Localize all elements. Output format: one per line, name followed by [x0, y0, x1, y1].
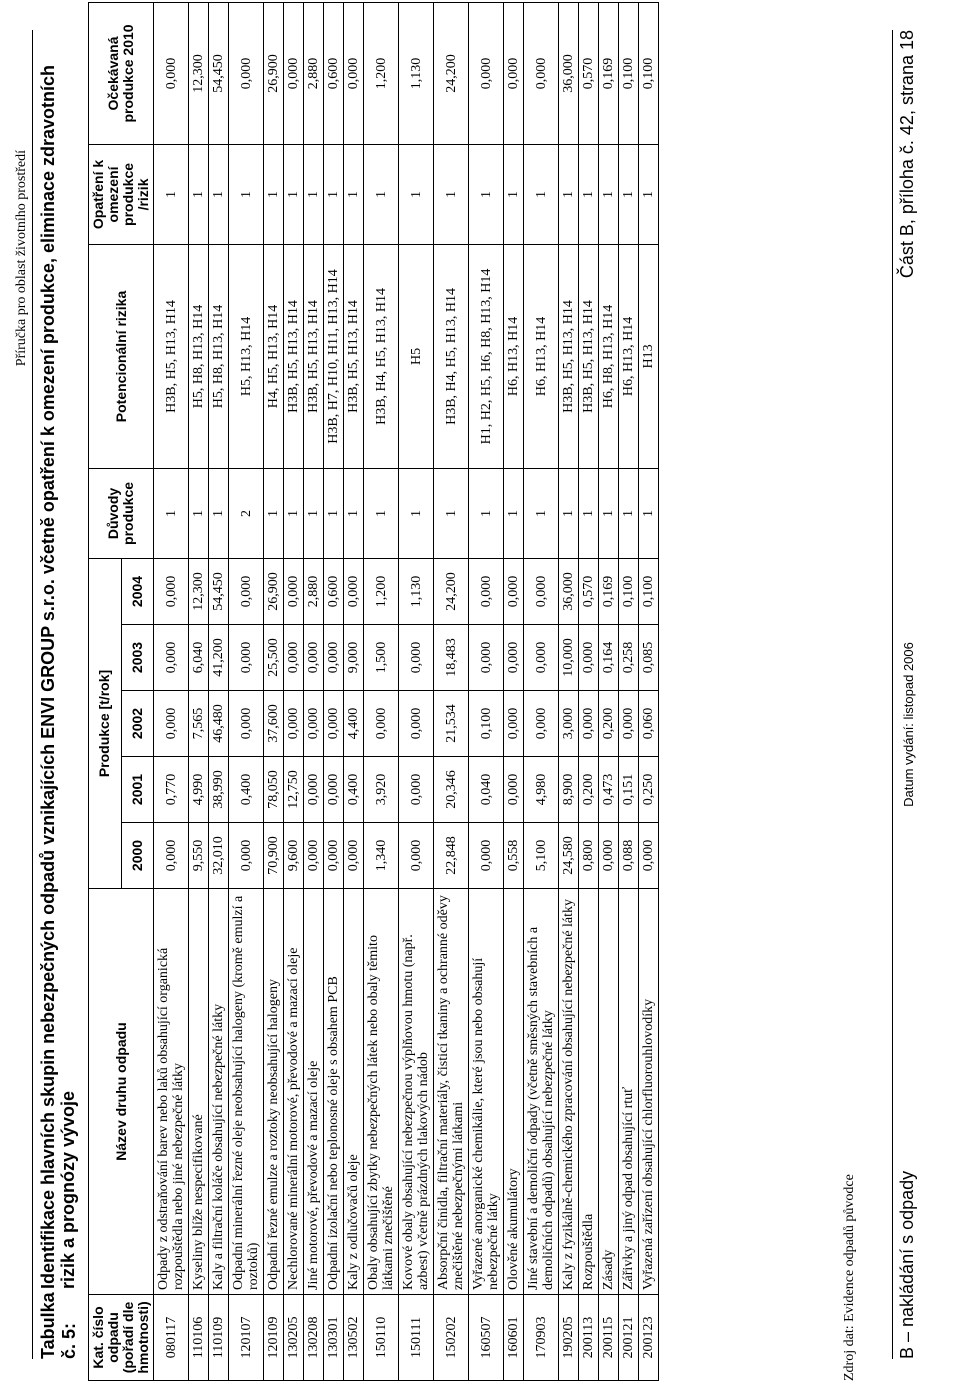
cell-code: 130502: [344, 1295, 364, 1381]
cell-production: 0,000: [229, 625, 264, 691]
cell-production: 3,000: [559, 691, 579, 757]
cell-production: 0,000: [639, 823, 659, 889]
cell-code: 110106: [189, 1295, 209, 1381]
cell-expected: 0,100: [619, 2, 639, 144]
table-row: [599, 2, 619, 1380]
cell-name: Kaly z odlučovačů oleje: [344, 889, 364, 1295]
cell-name: Odpadní izolační nebo teplonosné oleje s obsahem PCB: [324, 889, 344, 1295]
cell-code: 080117: [154, 1295, 189, 1381]
cell-expected: 1,200: [364, 2, 399, 144]
cell-code: 200113: [579, 1295, 599, 1381]
cell-production: 32,010: [209, 823, 229, 889]
cell-production: 5,100: [524, 823, 559, 889]
cell-production: 0,600: [324, 558, 344, 624]
cell-production: 0,000: [399, 757, 434, 823]
cell-measure: 1: [579, 144, 599, 244]
cell-name: Odpadní řezné emulze a roztoky neobsahující halogeny: [264, 889, 284, 1295]
cell-code: 200121: [619, 1295, 639, 1381]
cell-risk: H1, H2, H5, H6, H8, H13, H14: [469, 244, 504, 468]
table-row: [154, 2, 189, 1380]
cell-production: 0,000: [344, 823, 364, 889]
cell-reason: 1: [209, 468, 229, 558]
cell-production: 0,000: [284, 558, 304, 624]
cell-production: 0,570: [579, 558, 599, 624]
table-row: [619, 2, 639, 1380]
cell-production: 38,990: [209, 757, 229, 823]
cell-production: 0,088: [619, 823, 639, 889]
cell-production: 0,169: [599, 558, 619, 624]
cell-reason: 1: [599, 468, 619, 558]
cell-production: 1,340: [364, 823, 399, 889]
header-production: Produkce [t/rok]: [89, 558, 122, 888]
cell-expected: 54,450: [209, 2, 229, 144]
cell-production: 2,880: [304, 558, 324, 624]
cell-reason: 1: [324, 468, 344, 558]
header-year: 2000: [121, 823, 154, 889]
cell-production: 0,100: [639, 558, 659, 624]
table-row: [579, 2, 599, 1380]
cell-production: 0,060: [639, 691, 659, 757]
cell-production: 0,250: [639, 757, 659, 823]
cell-reason: 1: [619, 468, 639, 558]
cell-risk: H5: [399, 244, 434, 468]
cell-name: Kaly a filtrační koláče obsahující nebezpečné látky: [209, 889, 229, 1295]
cell-expected: 0,000: [504, 2, 524, 144]
cell-production: 36,000: [559, 558, 579, 624]
cell-production: 4,980: [524, 757, 559, 823]
header-row-1: [89, 2, 122, 1380]
cell-name: Rozpouštědla: [579, 889, 599, 1295]
cell-production: 1,200: [364, 558, 399, 624]
cell-expected: 36,000: [559, 2, 579, 144]
cell-measure: 1: [344, 144, 364, 244]
cell-production: 0,000: [469, 625, 504, 691]
cell-production: 0,100: [619, 558, 639, 624]
running-header: [14, 30, 33, 1359]
cell-production: 0,000: [344, 558, 364, 624]
cell-production: 0,000: [579, 691, 599, 757]
cell-production: 0,000: [399, 691, 434, 757]
cell-risk: H3B, H5, H13, H14: [284, 244, 304, 468]
cell-name: Odpadní minerální řezné oleje neobsahující halogeny (kromě emulzí a roztoků): [229, 889, 264, 1295]
cell-measure: 1: [399, 144, 434, 244]
cell-production: 0,000: [154, 558, 189, 624]
cell-production: 37,600: [264, 691, 284, 757]
cell-production: 0,151: [619, 757, 639, 823]
cell-name: Jiné stavební a demoliční odpady (včetně směsných stavebních a demoličních odpadů) obsahující nebezpečné látky: [524, 889, 559, 1295]
footer-left: B – nakládání s odpady: [897, 1170, 917, 1359]
cell-name: Jiné motorové, převodové a mazací oleje: [304, 889, 324, 1295]
header-name: Název druhu odpadu: [89, 889, 154, 1295]
cell-production: 0,000: [504, 558, 524, 624]
cell-reason: 1: [189, 468, 209, 558]
cell-risk: H13: [639, 244, 659, 468]
cell-production: 54,450: [209, 558, 229, 624]
cell-reason: 1: [504, 468, 524, 558]
header-measures: Opatření k omezení produkce /rizik: [89, 144, 154, 244]
cell-production: 0,040: [469, 757, 504, 823]
cell-production: 24,200: [434, 558, 469, 624]
cell-expected: 2,880: [304, 2, 324, 144]
cell-production: 0,000: [304, 823, 324, 889]
cell-production: 0,000: [619, 691, 639, 757]
table-row: [364, 2, 399, 1380]
cell-reason: 1: [284, 468, 304, 558]
cell-name: Absorpční činidla, filtrační materiály, čisticí tkaniny a ochranné oděvy znečištěné nebezpečnými látkami: [434, 889, 469, 1295]
waste-table: [88, 2, 659, 1381]
table-row: [264, 2, 284, 1380]
cell-reason: 1: [264, 468, 284, 558]
cell-production: 22,848: [434, 823, 469, 889]
cell-expected: 0,000: [524, 2, 559, 144]
cell-code: 160507: [469, 1295, 504, 1381]
table-row: [524, 2, 559, 1380]
cell-name: Vyřazené anorganické chemikálie, které jsou nebo obsahují nebezpečné látky: [469, 889, 504, 1295]
cell-risk: H3B, H4, H5, H13, H14: [364, 244, 399, 468]
cell-risk: H3B, H7, H10, H11, H13, H14: [324, 244, 344, 468]
cell-production: 0,000: [154, 823, 189, 889]
cell-measure: 1: [599, 144, 619, 244]
cell-expected: 0,169: [599, 2, 619, 144]
cell-production: 12,750: [284, 757, 304, 823]
cell-production: 0,473: [599, 757, 619, 823]
table-row: [469, 2, 504, 1380]
cell-production: 0,000: [229, 691, 264, 757]
cell-production: 46,480: [209, 691, 229, 757]
cell-code: 120107: [229, 1295, 264, 1381]
cell-name: Obaly obsahující zbytky nebezpečných látek nebo obaly těmito látkami znečištěné: [364, 889, 399, 1295]
cell-reason: 1: [154, 468, 189, 558]
cell-expected: 0,000: [154, 2, 189, 144]
cell-reason: 1: [639, 468, 659, 558]
cell-production: 21,534: [434, 691, 469, 757]
cell-production: 0,000: [324, 691, 344, 757]
cell-production: 0,000: [154, 691, 189, 757]
cell-risk: H3B, H5, H13, H14: [304, 244, 324, 468]
cell-reason: 1: [579, 468, 599, 558]
cell-code: 110109: [209, 1295, 229, 1381]
cell-production: 4,400: [344, 691, 364, 757]
cell-risk: H3B, H5, H13, H14: [579, 244, 599, 468]
cell-measure: 1: [284, 144, 304, 244]
cell-risk: H3B, H5, H13, H14: [154, 244, 189, 468]
cell-measure: 1: [524, 144, 559, 244]
cell-production: 0,000: [504, 691, 524, 757]
cell-name: Vyřazená zařízení obsahující chlorfluorouhlovodíky: [639, 889, 659, 1295]
cell-risk: H3B, H5, H13, H14: [559, 244, 579, 468]
cell-production: 0,000: [399, 625, 434, 691]
header-reasons: Důvody produkce: [89, 468, 154, 558]
cell-production: 0,000: [599, 823, 619, 889]
cell-production: 0,000: [284, 691, 304, 757]
table-row: [209, 2, 229, 1380]
running-header-text: Příručka pro oblast životního prostředí: [14, 150, 29, 367]
cell-production: 0,164: [599, 625, 619, 691]
cell-production: 0,000: [399, 823, 434, 889]
source-note: Zdroj dat: Evidence odpadů původce: [842, 1174, 857, 1381]
table-row: [399, 2, 434, 1380]
cell-measure: 1: [229, 144, 264, 244]
table-row: [504, 2, 524, 1380]
table-row: [229, 2, 264, 1380]
cell-production: 0,770: [154, 757, 189, 823]
cell-expected: 12,300: [189, 2, 209, 144]
cell-reason: 1: [304, 468, 324, 558]
cell-expected: 26,900: [264, 2, 284, 144]
cell-production: 9,550: [189, 823, 209, 889]
cell-expected: 0,000: [469, 2, 504, 144]
cell-expected: 0,000: [284, 2, 304, 144]
cell-expected: 0,000: [229, 2, 264, 144]
cell-measure: 1: [469, 144, 504, 244]
cell-production: 12,300: [189, 558, 209, 624]
cell-risk: H6, H13, H14: [619, 244, 639, 468]
cell-production: 1,130: [399, 558, 434, 624]
cell-production: 0,200: [599, 691, 619, 757]
cell-production: 0,000: [504, 625, 524, 691]
cell-expected: 0,600: [324, 2, 344, 144]
cell-expected: 0,570: [579, 2, 599, 144]
cell-risk: H3B, H4, H5, H13, H14: [434, 244, 469, 468]
table-row: [284, 2, 304, 1380]
cell-production: 0,000: [364, 691, 399, 757]
cell-name: Zářivky a jiný odpad obsahující rtuť: [619, 889, 639, 1295]
cell-measure: 1: [504, 144, 524, 244]
cell-measure: 1: [264, 144, 284, 244]
cell-risk: H3B, H5, H13, H14: [344, 244, 364, 468]
cell-reason: 1: [344, 468, 364, 558]
table-row: [304, 2, 324, 1380]
cell-measure: 1: [324, 144, 344, 244]
cell-measure: 1: [559, 144, 579, 244]
cell-name: Zásady: [599, 889, 619, 1295]
page-footer: [892, 30, 918, 1359]
cell-expected: 0,100: [639, 2, 659, 144]
cell-production: 9,600: [284, 823, 304, 889]
cell-production: 0,000: [579, 625, 599, 691]
footer-date: Datum vydání: listopad 2006: [901, 642, 916, 807]
cell-production: 0,000: [324, 823, 344, 889]
table-row: [559, 2, 579, 1380]
cell-code: 200123: [639, 1295, 659, 1381]
cell-production: 0,000: [524, 558, 559, 624]
cell-measure: 1: [639, 144, 659, 244]
cell-code: 200115: [599, 1295, 619, 1381]
cell-production: 0,000: [229, 823, 264, 889]
cell-production: 25,500: [264, 625, 284, 691]
cell-measure: 1: [434, 144, 469, 244]
cell-production: 0,200: [579, 757, 599, 823]
cell-reason: 1: [524, 468, 559, 558]
cell-production: 20,346: [434, 757, 469, 823]
header-year: 2004: [121, 558, 154, 624]
header-risks: Potencionální rizika: [89, 244, 154, 468]
cell-reason: 1: [434, 468, 469, 558]
cell-production: 0,000: [154, 625, 189, 691]
cell-risk: H4, H5, H13, H14: [264, 244, 284, 468]
cell-production: 7,565: [189, 691, 209, 757]
cell-production: 0,800: [579, 823, 599, 889]
cell-measure: 1: [154, 144, 189, 244]
cell-expected: 0,000: [344, 2, 364, 144]
table-row: [189, 2, 209, 1380]
cell-risk: H6, H13, H14: [524, 244, 559, 468]
cell-name: Odpady z odstraňování barev nebo laků obsahující organická rozpouštědla nebo jiné nebezpečné látky: [154, 889, 189, 1295]
cell-code: 130301: [324, 1295, 344, 1381]
cell-production: 0,000: [304, 691, 324, 757]
cell-code: 150111: [399, 1295, 434, 1381]
cell-production: 0,085: [639, 625, 659, 691]
cell-production: 0,000: [469, 558, 504, 624]
cell-name: Kovové obaly obsahující nebezpečnou výplňovou hmotu (např. azbest) včetně prázdných tlakových nádob: [399, 889, 434, 1295]
cell-code: 160601: [504, 1295, 524, 1381]
header-year: 2002: [121, 691, 154, 757]
cell-name: Kaly z fyzikálně-chemického zpracování obsahující nebezpečné látky: [559, 889, 579, 1295]
cell-production: 0,000: [324, 757, 344, 823]
cell-code: 120109: [264, 1295, 284, 1381]
cell-production: 9,000: [344, 625, 364, 691]
cell-production: 0,000: [504, 757, 524, 823]
table-caption: [38, 29, 80, 1359]
cell-production: 41,200: [209, 625, 229, 691]
header-expected: Očekávaná produkce 2010: [89, 2, 154, 144]
cell-code: 190205: [559, 1295, 579, 1381]
cell-code: 150202: [434, 1295, 469, 1381]
cell-production: 0,000: [324, 625, 344, 691]
cell-production: 0,100: [469, 691, 504, 757]
cell-code: 150110: [364, 1295, 399, 1381]
cell-name: Olověné akumulátory: [504, 889, 524, 1295]
cell-production: 18,483: [434, 625, 469, 691]
cell-name: Nechlorované minerální motorové, převodové a mazací oleje: [284, 889, 304, 1295]
cell-production: 70,900: [264, 823, 284, 889]
table-row: [344, 2, 364, 1380]
cell-production: 0,400: [344, 757, 364, 823]
cell-production: 0,000: [524, 625, 559, 691]
cell-code: 170903: [524, 1295, 559, 1381]
cell-production: 6,040: [189, 625, 209, 691]
cell-production: 26,900: [264, 558, 284, 624]
cell-name: Kyseliny blíže nespecifikované: [189, 889, 209, 1295]
cell-production: 0,000: [229, 558, 264, 624]
cell-measure: 1: [304, 144, 324, 244]
header-code: Kat. číslo odpadu (pořadí dle hmotnosti): [89, 1295, 154, 1381]
cell-measure: 1: [364, 144, 399, 244]
cell-expected: 24,200: [434, 2, 469, 144]
cell-production: 3,920: [364, 757, 399, 823]
cell-production: 0,000: [469, 823, 504, 889]
cell-measure: 1: [209, 144, 229, 244]
cell-production: 0,000: [524, 691, 559, 757]
cell-production: 0,400: [229, 757, 264, 823]
cell-reason: 1: [399, 468, 434, 558]
cell-measure: 1: [189, 144, 209, 244]
cell-risk: H6, H13, H14: [504, 244, 524, 468]
header-year: 2003: [121, 625, 154, 691]
table-row: [639, 2, 659, 1380]
table-row: [324, 2, 344, 1380]
cell-production: 0,258: [619, 625, 639, 691]
cell-production: 0,000: [304, 625, 324, 691]
table-body: [154, 2, 659, 1380]
table-row: [434, 2, 469, 1380]
cell-measure: 1: [619, 144, 639, 244]
footer-right: Část B, příloha č. 42, strana 18: [897, 30, 917, 279]
cell-risk: H5, H8, H13, H14: [209, 244, 229, 468]
header-year: 2001: [121, 757, 154, 823]
cell-production: 0,558: [504, 823, 524, 889]
table-caption-text: Identifikace hlavních skupin nebezpečných odpadů vznikajících ENVI GROUP s.r.o. včetně opatření k omezení produkce, eliminace zdravotních rizik a prognózy vývoje: [38, 64, 78, 1289]
cell-reason: 1: [469, 468, 504, 558]
table-caption-label: Tabulka č. 5:: [38, 1292, 79, 1359]
cell-production: 24,580: [559, 823, 579, 889]
cell-production: 8,900: [559, 757, 579, 823]
cell-production: 0,000: [304, 757, 324, 823]
cell-risk: H6, H8, H13, H14: [599, 244, 619, 468]
cell-expected: 1,130: [399, 2, 434, 144]
cell-risk: H5, H8, H13, H14: [189, 244, 209, 468]
cell-production: 1,500: [364, 625, 399, 691]
cell-risk: H5, H13, H14: [229, 244, 264, 468]
cell-production: 78,050: [264, 757, 284, 823]
cell-reason: 1: [559, 468, 579, 558]
cell-reason: 1: [364, 468, 399, 558]
cell-production: 0,000: [284, 625, 304, 691]
cell-code: 130208: [304, 1295, 324, 1381]
cell-production: 4,990: [189, 757, 209, 823]
cell-reason: 2: [229, 468, 264, 558]
cell-production: 10,000: [559, 625, 579, 691]
cell-code: 130205: [284, 1295, 304, 1381]
